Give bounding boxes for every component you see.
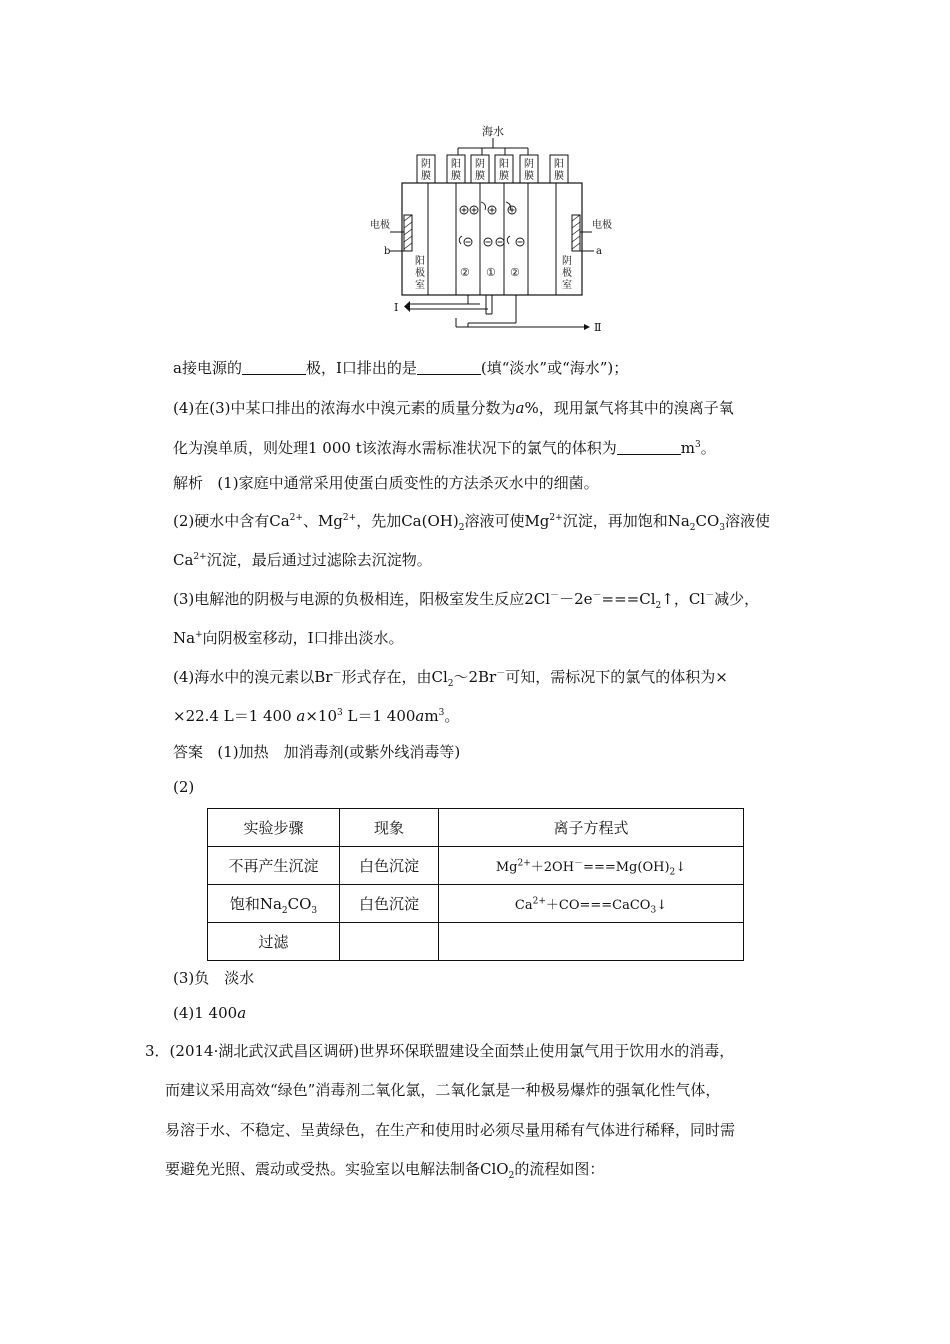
- anode-room-label-2: 极: [415, 268, 425, 279]
- text: ↑，Cl: [661, 590, 706, 608]
- table-cell: 白色沉淀: [340, 847, 439, 885]
- membrane-3-label: 阴: [475, 159, 485, 170]
- outlet-2-arrow: [584, 324, 590, 330]
- table-cell: 不再产生沉淀: [208, 847, 340, 885]
- period: 。: [700, 439, 716, 457]
- text: 形式存在，由Cl: [341, 668, 448, 686]
- explanation-1: (1)家庭中通常采用使蛋白质变性的方法杀灭水中的细菌。: [217, 474, 599, 492]
- question-3-text: 3．(2014·湖北武汉武昌区调研)世界环保联盟建设全面禁止使用氯气用于饮用水的消毒，: [145, 1042, 735, 1060]
- text: ===Cl: [601, 590, 656, 608]
- superscript: －: [332, 669, 342, 679]
- superscript: +: [195, 630, 203, 640]
- text: 可知，需标况下的氯气的体积为×: [505, 668, 728, 686]
- superscript: －: [496, 669, 506, 679]
- membrane-3-label-2: 膜: [475, 171, 485, 182]
- electrode-left-label: 电极: [370, 220, 390, 231]
- answer-blank: [242, 360, 306, 375]
- explanation-line-4b: [173, 706, 459, 726]
- variable-a: a: [415, 707, 425, 725]
- subscript: 2: [655, 601, 662, 611]
- anode-room-label-3: 室: [415, 280, 425, 291]
- q3-text-b: 极，Ⅰ口排出的是: [305, 359, 417, 377]
- chamber-2-left-label: ②: [460, 266, 470, 279]
- subscript: 2: [447, 679, 454, 689]
- explanation-label: 解析: [173, 474, 204, 492]
- explanation-line-3b: [173, 628, 404, 648]
- text: Ca: [173, 551, 194, 569]
- seawater-label: 海水: [482, 125, 504, 138]
- text: CO: [695, 512, 720, 530]
- superscript: －: [592, 591, 602, 601]
- table-row: [208, 885, 744, 923]
- electrode-right-label: 电极: [592, 220, 612, 231]
- superscript: －: [550, 591, 560, 601]
- chamber-1-label: ①: [486, 266, 496, 279]
- q3-text-c: (填“淡水”或“海水”)；: [480, 359, 629, 377]
- text: 。: [444, 707, 460, 725]
- subscript: 2: [458, 523, 465, 533]
- superscript: 2+: [549, 513, 563, 523]
- table-row: [208, 923, 744, 961]
- membrane-6-label: 阳: [554, 159, 564, 170]
- subscript: 3: [719, 523, 726, 533]
- text: CO: [287, 895, 312, 913]
- explanation-line-1: [173, 473, 599, 493]
- subscript: 2: [508, 1171, 515, 1181]
- text: 饱和Na: [229, 895, 282, 913]
- explanation-line-2b: [173, 550, 432, 570]
- answer-blank: [417, 360, 481, 375]
- subscript: 3: [311, 906, 318, 916]
- answer-line-3: [173, 968, 254, 988]
- question-3-text: 要避免光照、震动或受热。实验室以电解法制备ClO: [165, 1160, 509, 1178]
- membrane-5-label-2: 膜: [524, 171, 534, 182]
- table-header: 离子方程式: [439, 809, 744, 847]
- table-cell: 过滤: [208, 923, 340, 961]
- cathode-room-label-2: 极: [562, 268, 572, 279]
- cathode-room-label: 阴: [562, 256, 572, 267]
- text: 溶液使: [725, 512, 771, 530]
- answer-label: 答案: [173, 743, 204, 761]
- explanation-line-2: [173, 511, 770, 531]
- table-header: 现象: [340, 809, 439, 847]
- subscript: 2: [689, 523, 696, 533]
- text: ↓: [656, 898, 668, 913]
- answer-table: [207, 808, 744, 961]
- cathode-room-label-3: 室: [562, 280, 572, 291]
- text: (3)电解池的阴极与电源的负极相连，阳极室发生反应2Cl: [173, 590, 551, 608]
- subscript: 2: [281, 906, 288, 916]
- question-3-text: 而建议采用高效“绿色”消毒剂二氧化氯，二氧化氯是一种极易爆炸的强氧化性气体，: [165, 1081, 721, 1099]
- q4-text: (4)在(3)中某口排出的浓海水中溴元素的质量分数为: [173, 399, 516, 417]
- unit-m: m: [680, 439, 695, 457]
- table-header-row: [208, 809, 744, 847]
- electrodialysis-diagram: [360, 118, 620, 338]
- membrane-2-label-2: 膜: [451, 171, 461, 182]
- q4-line-1: [173, 398, 734, 418]
- text: L＝1 400: [342, 707, 416, 725]
- text: (4)海水中的溴元素以Br: [173, 668, 333, 686]
- outlet-1-label: Ⅰ: [394, 301, 399, 314]
- text: 沉淀，再加饱和Na: [562, 512, 690, 530]
- table-header: 实验步骤: [208, 809, 340, 847]
- superscript: 2+: [517, 858, 531, 869]
- terminal-a-label: a: [596, 246, 602, 257]
- explanation-line-3: [173, 589, 759, 609]
- membrane-4-label-2: 膜: [499, 171, 509, 182]
- text: m: [424, 707, 439, 725]
- question-3-line-2: [165, 1080, 720, 1100]
- table-cell: [208, 885, 340, 923]
- answer-line-4: [173, 1003, 246, 1023]
- table-row: [208, 847, 744, 885]
- answer-4: (4)1 400: [173, 1004, 238, 1022]
- superscript: 3: [694, 440, 701, 450]
- answer-3: (3)负 淡水: [173, 969, 255, 987]
- membrane-1-label-2: 膜: [421, 171, 431, 182]
- text: 向阴极室移动，Ⅰ口排出淡水。: [202, 629, 404, 647]
- terminal-b-label: b: [384, 246, 391, 257]
- subscript: 2: [669, 867, 676, 878]
- variable-a: a: [515, 399, 525, 417]
- superscript: －: [705, 591, 715, 601]
- q4-text-tail: %，现用氯气将其中的溴离子氧: [524, 399, 734, 417]
- membrane-5-label: 阴: [524, 159, 534, 170]
- text: Na: [173, 629, 196, 647]
- answer-1: (1)加热 加消毒剂(或紫外线消毒等): [217, 743, 461, 761]
- text: 、Mg: [302, 512, 343, 530]
- explanation-line-4: [173, 667, 728, 687]
- answer-2: (2): [173, 778, 195, 796]
- question-3-line-1: [145, 1041, 734, 1061]
- question-3-line-4: [165, 1159, 604, 1179]
- answer-line-2: [173, 777, 194, 797]
- text: 溶液可使Mg: [464, 512, 550, 530]
- subscript: 3: [650, 905, 657, 916]
- text: ＋2OH: [530, 860, 575, 875]
- superscript: 2+: [193, 552, 207, 562]
- answer-blank: [617, 440, 681, 455]
- text: ↓: [675, 860, 687, 875]
- variable-a: a: [296, 707, 306, 725]
- outlet-1-arrow: [404, 301, 410, 312]
- text: ～2Br: [453, 668, 497, 686]
- table-cell-equation: [439, 847, 744, 885]
- text: 减少，: [714, 590, 760, 608]
- anode-room-label: 阳: [415, 256, 425, 267]
- table-cell-equation: [439, 885, 744, 923]
- superscript: 2+: [532, 896, 546, 907]
- chamber-2-right-label: ②: [510, 266, 520, 279]
- table-cell: [439, 923, 744, 961]
- superscript: 2+: [289, 513, 303, 523]
- question-3-line-3: [165, 1120, 735, 1140]
- text: ，先加Ca(OH): [356, 512, 459, 530]
- superscript: 3: [438, 708, 445, 718]
- q3-tail-line: [173, 358, 628, 378]
- text: Ca: [514, 898, 533, 913]
- superscript: 3: [337, 708, 343, 718]
- outlet-pipes: [410, 295, 584, 327]
- text: ===Mg(OH): [583, 860, 670, 875]
- table-cell: 白色沉淀: [340, 885, 439, 923]
- membrane-1-label: 阴: [421, 159, 431, 170]
- text: ×22.4 L＝1 400: [173, 707, 297, 725]
- ion-symbols: [459, 202, 524, 246]
- text: (2)硬水中含有Ca: [173, 512, 290, 530]
- text: －2e: [559, 590, 593, 608]
- text: ＋CO===CaCO: [545, 898, 651, 913]
- answer-line-1: [173, 742, 460, 762]
- question-3-text: 易溶于水、不稳定、呈黄绿色，在生产和使用时必须尽量用稀有气体进行稀释，同时需: [165, 1121, 736, 1139]
- seawater-inlet-lines: [458, 138, 528, 156]
- text: 沉淀，最后通过过滤除去沉淀物。: [206, 551, 432, 569]
- membrane-4-label: 阳: [499, 159, 509, 170]
- text: ×10: [305, 707, 338, 725]
- question-3-text: 的流程如图：: [514, 1160, 605, 1178]
- membrane-6-label-2: 膜: [554, 171, 564, 182]
- q4-line-2: [173, 438, 716, 458]
- outlet-2-label: Ⅱ: [594, 321, 602, 334]
- text: Mg: [495, 860, 518, 875]
- superscript: 2+: [342, 513, 357, 523]
- q4-text-2: 化为溴单质，则处理1 000 t该浓海水需标准状况下的氯气的体积为: [173, 439, 617, 457]
- superscript: －: [574, 858, 584, 869]
- q3-text-a: a接电源的: [173, 359, 242, 377]
- membrane-labels: [417, 155, 568, 183]
- table-cell: [340, 923, 439, 961]
- membrane-2-label: 阳: [451, 159, 461, 170]
- variable-a: a: [237, 1004, 247, 1022]
